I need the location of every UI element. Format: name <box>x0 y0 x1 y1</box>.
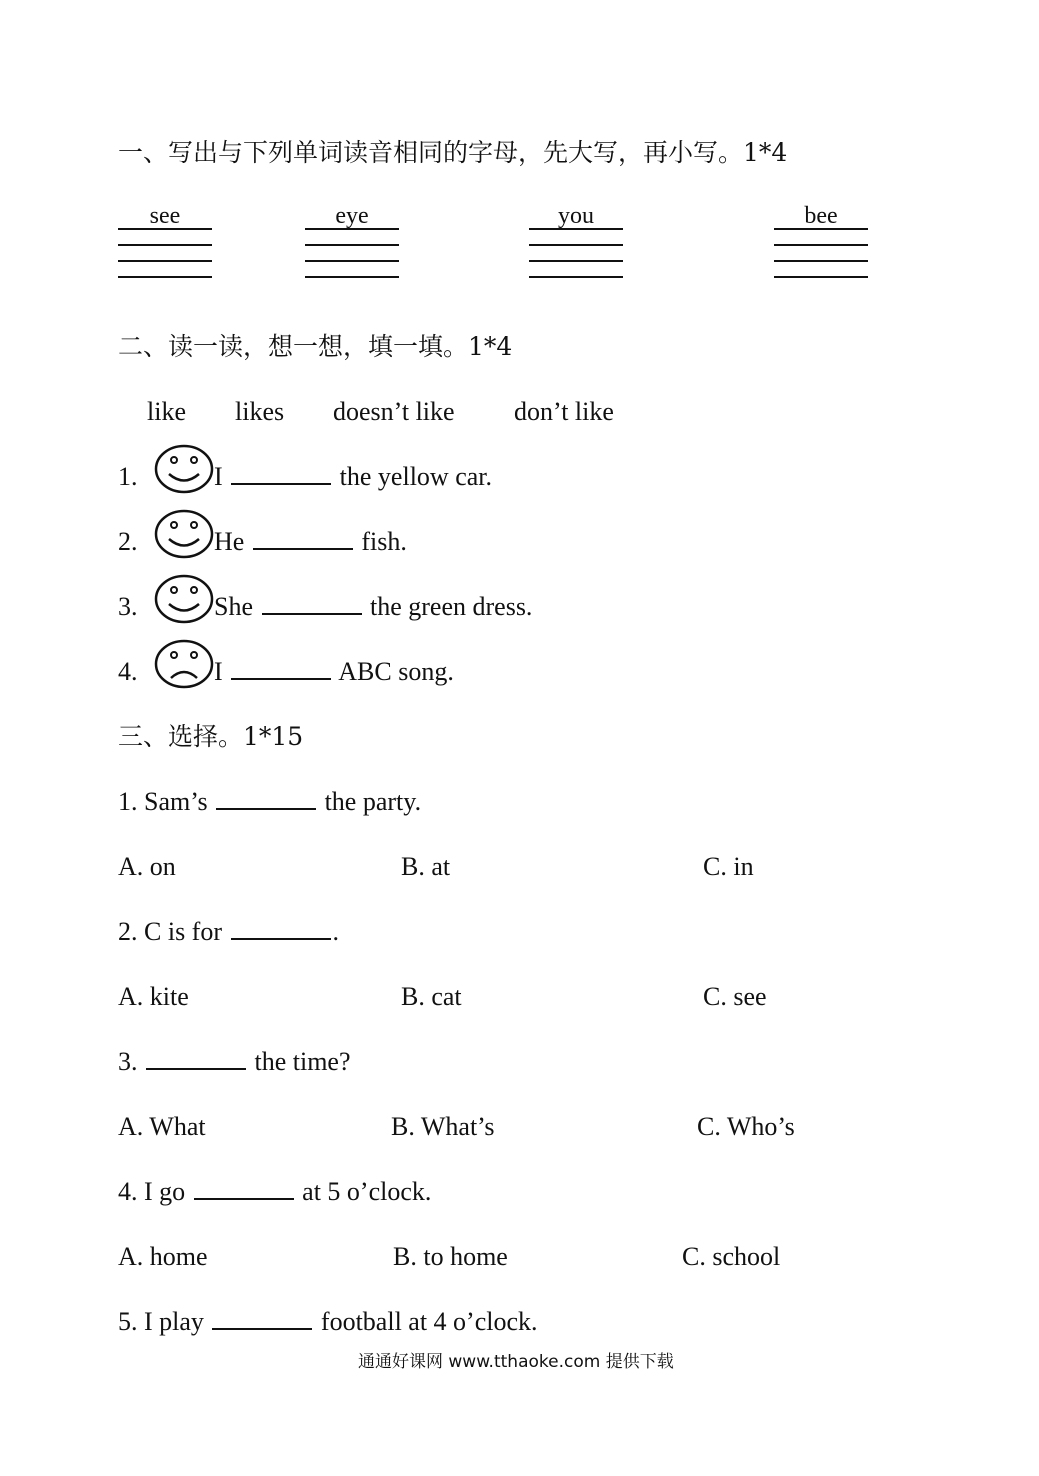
letter-box-see[interactable] <box>118 204 212 292</box>
happy-face-icon <box>153 508 215 560</box>
sentence-4: I ABC song. <box>214 657 454 686</box>
answer-blank[interactable] <box>231 918 331 940</box>
option-b[interactable]: B. cat <box>401 982 462 1011</box>
word-eye: eye <box>335 203 369 229</box>
answer-blank[interactable] <box>194 1178 294 1200</box>
word-bank-doesnt-like: doesn’t like <box>333 397 455 426</box>
word-bank-like: like <box>147 397 186 426</box>
item-number: 2. <box>118 527 138 556</box>
letter-box-you[interactable] <box>529 204 623 292</box>
happy-face-icon <box>153 573 215 625</box>
option-c[interactable]: C. see <box>703 982 767 1011</box>
answer-blank[interactable] <box>216 788 316 810</box>
option-a[interactable]: A. home <box>118 1242 208 1271</box>
answer-blank[interactable] <box>231 463 331 485</box>
word-bank-dont-like: don’t like <box>514 397 614 426</box>
item-number: 4. <box>118 657 138 686</box>
happy-face-icon <box>153 443 215 495</box>
option-b[interactable]: B. to home <box>393 1242 508 1271</box>
answer-blank[interactable] <box>262 593 362 615</box>
sentence-1: I the yellow car. <box>214 462 493 491</box>
word-bank-likes: likes <box>235 397 285 426</box>
question-2: 2. C is for . <box>118 917 339 946</box>
sentence-2: He fish. <box>214 527 407 556</box>
option-c[interactable]: C. Who’s <box>697 1112 795 1141</box>
answer-blank[interactable] <box>146 1048 246 1070</box>
sentence-3: She the green dress. <box>214 592 533 621</box>
word-see: see <box>149 203 181 229</box>
word-you: you <box>558 203 594 229</box>
answer-blank[interactable] <box>212 1308 312 1330</box>
answer-blank[interactable] <box>253 528 353 550</box>
answer-blank[interactable] <box>231 658 331 680</box>
question-1: 1. Sam’s the party. <box>118 787 422 816</box>
item-number: 1. <box>118 462 138 491</box>
section1-heading: 一、写出与下列单词读音相同的字母，先大写，再小写。1*4 <box>118 138 788 167</box>
question-4: 4. I go at 5 o’clock. <box>118 1177 432 1206</box>
letter-box-eye[interactable] <box>305 204 399 292</box>
question-3: 3. the time? <box>118 1047 351 1076</box>
question-5: 5. I play football at 4 o’clock. <box>118 1307 538 1336</box>
option-c[interactable]: C. in <box>703 852 754 881</box>
option-a[interactable]: A. kite <box>118 982 189 1011</box>
item-number: 3. <box>118 592 138 621</box>
option-b[interactable]: B. at <box>401 852 451 881</box>
section2-heading: 二、读一读，想一想，填一填。1*4 <box>118 332 513 361</box>
word-bee: bee <box>804 203 838 229</box>
option-a[interactable]: A. on <box>118 852 176 881</box>
letter-box-bee[interactable] <box>774 204 868 292</box>
option-c[interactable]: C. school <box>682 1242 781 1271</box>
sad-face-icon <box>153 638 215 690</box>
footer-source: 通通好课网 www.tthaoke.com 提供下载 <box>358 1352 674 1372</box>
option-a[interactable]: A. What <box>118 1112 206 1141</box>
option-b[interactable]: B. What’s <box>391 1112 495 1141</box>
section3-heading: 三、选择。1*15 <box>118 722 304 751</box>
